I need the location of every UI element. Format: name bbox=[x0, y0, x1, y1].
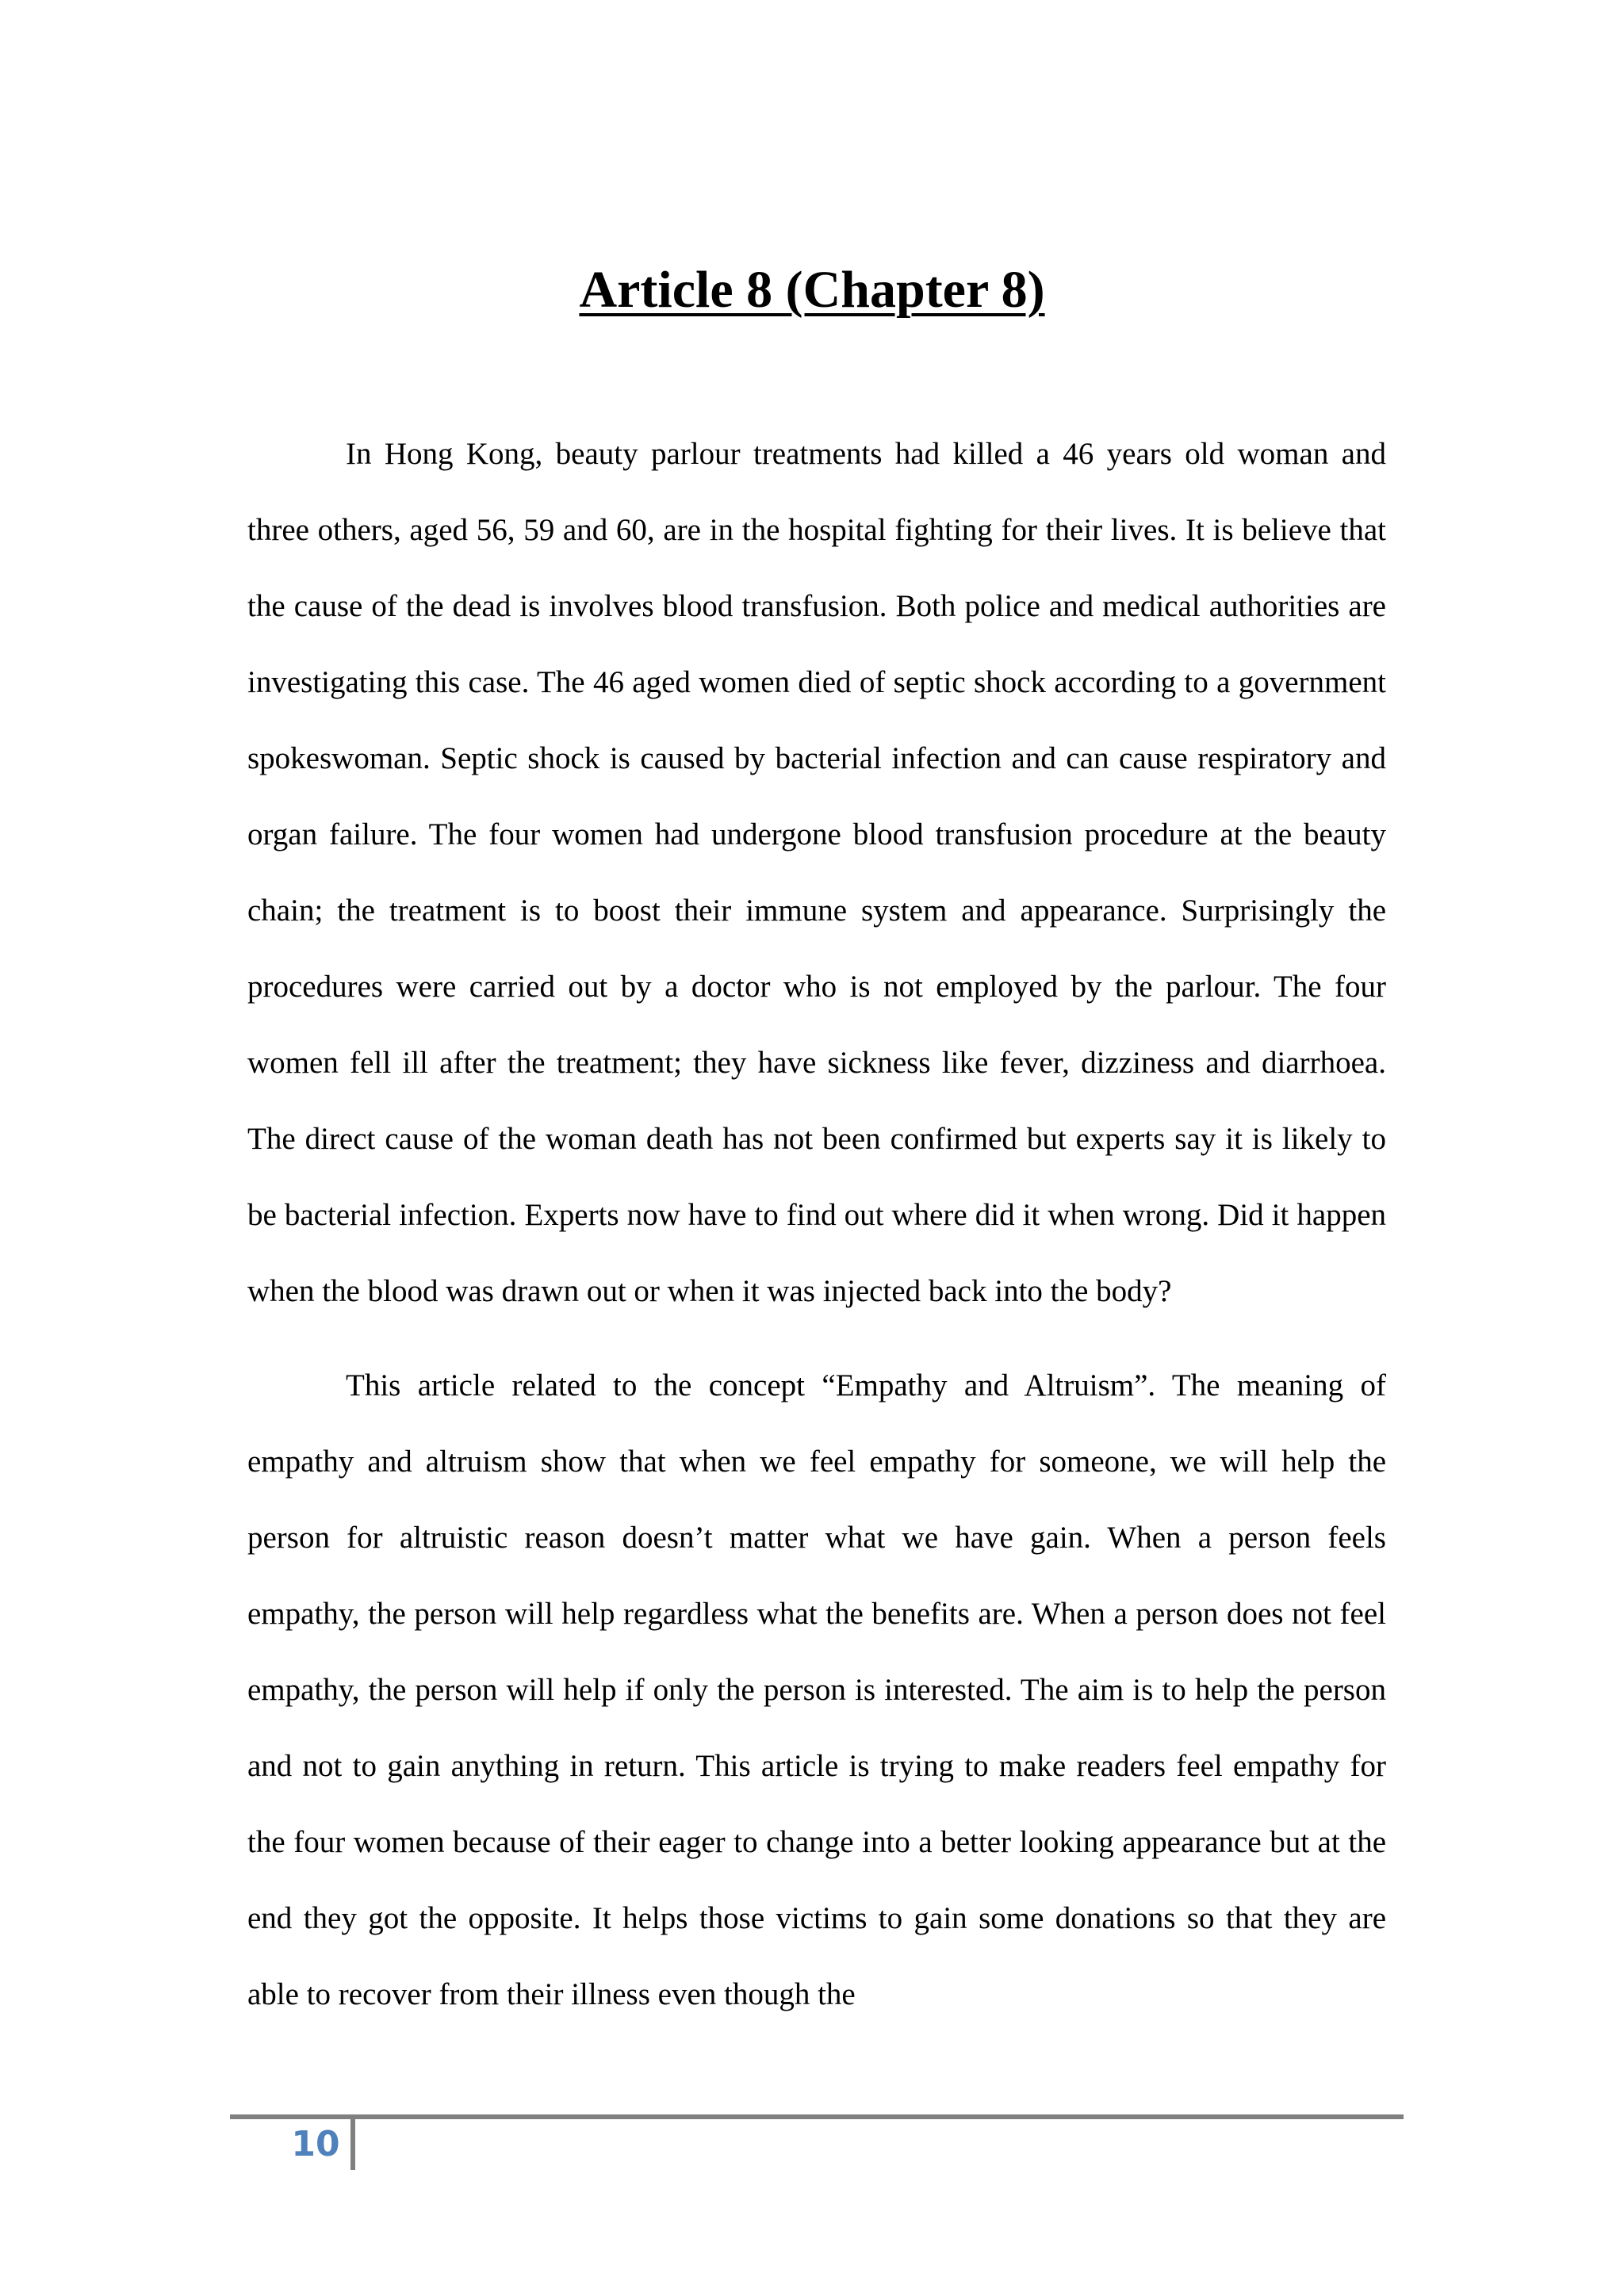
page-number: 10 bbox=[291, 2124, 340, 2164]
paragraph-concept-analysis: This article related to the concept “Empathy and Altruism”. The meaning of empathy and altruism show that when we feel empathy for someone, we will help the person for altruistic reason doesn’t matter what we have gain. When a person feels empathy, the person will help regardless what the benefits are. When a person does not feel empathy, the person will help if only the person is interested. The aim is to help the person and not to gain anything in return. This article is trying to make readers feel empathy for the four women because of their eager to change into a better looking appearance but at the end they got the opposite. It helps those victims to gain some donations so that they are able to recover from their illness even though the bbox=[247, 1368, 1386, 2011]
footer-rule bbox=[230, 2114, 1404, 2119]
paragraph-article-summary: In Hong Kong, beauty parlour treatments had killed a 46 years old woman and three others, aged 56, 59 and 60, are in the hospital fighting for their lives. It is believe that the cause of the dead is involves blood transfusion. Both police and medical authorities are investigating this case. The 46 aged women died of septic shock according to a government spokeswoman. Septic shock is caused by bacterial infection and can cause respiratory and organ failure. The four women had undergone blood transfusion procedure at the beauty chain; the treatment is to boost their immune system and appearance. Surprisingly the procedures were carried out by a doctor who is not employed by the parlour. The four women fell ill after the treatment; they have sickness like fever, dizziness and diarrhoea. The direct cause of the woman death has not been confirmed but experts say it is likely to be bacterial infection. Experts now have to find out where did it when wrong. Did it happen when the blood was drawn out or when it was injected back into the body? bbox=[247, 437, 1386, 1308]
page-title: Article 8 (Chapter 8) bbox=[579, 261, 1045, 319]
footer-divider bbox=[350, 2119, 355, 2170]
article-body bbox=[247, 416, 1386, 2033]
